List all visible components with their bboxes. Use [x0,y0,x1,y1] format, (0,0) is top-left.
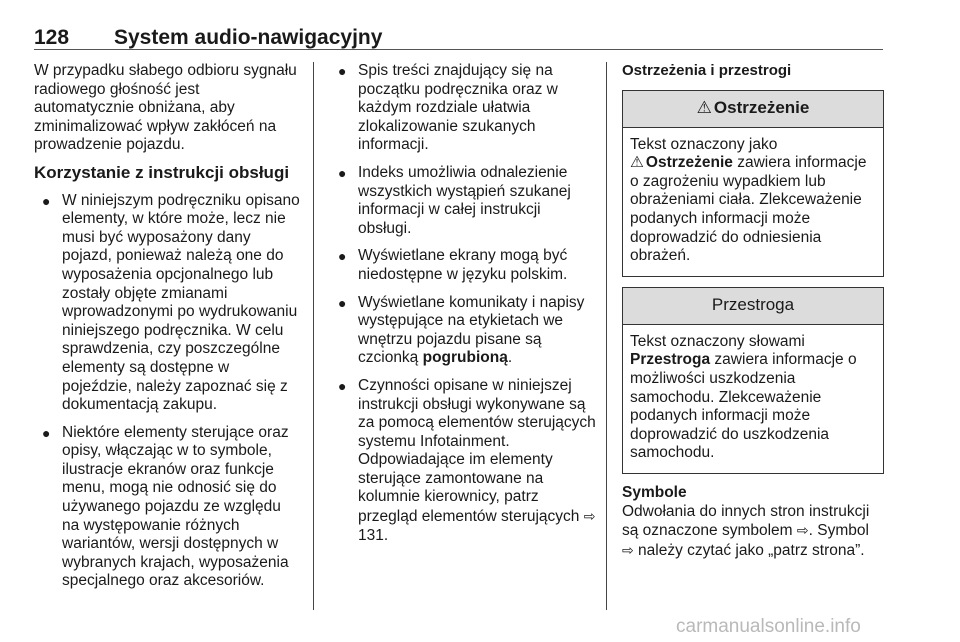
bullet-list-middle [330,62,596,545]
bullet-icon: ● [338,248,347,265]
list-item: ● Spis treści znajdujący się na początku podręcznika oraz w każdym rozdziale ułatwia zlokalizowanie szukanych informacji. [338,62,558,154]
bullet-icon: ● [42,424,51,441]
page-reference-link[interactable]: 131 [358,526,384,544]
page-header [0,0,960,50]
list-item: ● Wyświetlane komunikaty i napisy występujące na etykietach we wnętrzu pojazdu pisane są czcionką pogrubioną. [338,293,585,367]
symbols-section [622,484,884,560]
symbols-paragraph: Odwołania do innych stron instrukcji są oznaczone symbolem ⇨. Symbol ⇨ należy czytać jako „patrz strona”. [622,502,870,559]
header-divider [34,49,883,50]
list-item: ● Niektóre elementy sterujące oraz opisy, włączając w to symbole, ilustracje ekranów oraz funkcje menu, mogą nie odnosić się do używanego pojazdu ze względu na występowanie różnych wariantów, wersji dostępnych w wybranych krajach, wyposażenia specjalnego oraz akcesoriów. [42,423,289,590]
column-middle [330,62,596,554]
page-title: System audio-nawigacyjny [114,26,383,49]
caution-title: Przestroga [711,295,795,315]
symbols-heading: Symbole [622,483,687,501]
caution-box [622,287,884,474]
section-heading-usage: Korzystanie z instrukcji obsługi [34,162,290,182]
bullet-icon: ● [338,63,347,79]
warning-box-body: Tekst oznaczony jako ⚠ Ostrzeżenie zawiera informacje o zagrożeniu wypadkiem lub obrażeniami ciała. Zlekceważenie podanych informacji może doprowadzić do odniesienia obrażeń. [630,135,867,265]
bullet-icon: ● [338,377,347,394]
bold-term: pogrubioną [422,349,508,367]
warning-box-header [623,91,883,128]
bullet-icon: ● [338,164,347,181]
list-item: ● Wyświetlane ekrany mogą być niedostępne w języku polskim. [338,247,568,283]
bullet-icon: ● [338,294,347,311]
warning-triangle-icon: ⚠ [630,154,644,172]
list-item: ● Czynności opisane w niniejszej instrukcji obsługi wykonywane są za pomocą elementów sterujących systemu Infotainment. Odpowiadające im elementy sterujące zamontowane na kolumnie kierownicy, patrz przegląd elementów sterujących ⇨ 131. [338,376,596,544]
intro-paragraph: W przypadku słabego odbioru sygnału radiowego głośność jest automatycznie obniżana, aby zminimalizować wpływ zakłóceń na prowadzenie pojazdu. [34,62,297,154]
caution-box-body: Tekst oznaczony słowami Przestroga zawiera informacje o możliwości uszkodzenia samochodu. Zlekceważenie podanych informacji może doprowadzić do uszkodzenia samochodu. [630,332,857,462]
bold-term: Przestroga [630,351,711,369]
page-reference-arrow-icon: ⇨ [583,508,596,525]
column-divider-2 [606,62,607,610]
watermark: carmanualsonline.info [676,616,861,637]
caution-box-header [623,288,883,325]
list-item: ● Indeks umożliwia odnalezienie wszystkich wystąpień szukanej informacji w całej instrukcji obsługi. [338,163,571,237]
bullet-list-left [34,192,302,591]
section-heading-warnings: Ostrzeżenia i przestrogi [622,62,792,79]
warning-box [622,90,884,277]
bullet-icon: ● [42,192,51,209]
column-right [622,62,884,560]
warning-title: Ostrzeżenie [713,98,810,118]
column-divider-1 [313,62,314,610]
list-item: ● W niniejszym podręczniku opisano elementy, w które może, lecz nie musi być wyposażony dany pojazd, ponieważ należą one do wyposażenia opcjonalnego lub zostały objęte zmianami wprowadzonymi po wydrukowaniu niniejszego podręcznika. W celu sprawdzenia, czy poszczególne elementy są dostępne w pojeździe, należy zapoznać się z dokumentacją zakupu. [42,191,300,414]
page-reference-arrow-icon: ⇨ [796,522,809,539]
page-reference-arrow-icon: ⇨ [622,541,634,558]
bold-term: Ostrzeżenie [645,154,733,172]
column-left [34,62,302,600]
page-number: 128 [34,26,70,49]
warning-triangle-icon: ⚠ [696,98,712,118]
